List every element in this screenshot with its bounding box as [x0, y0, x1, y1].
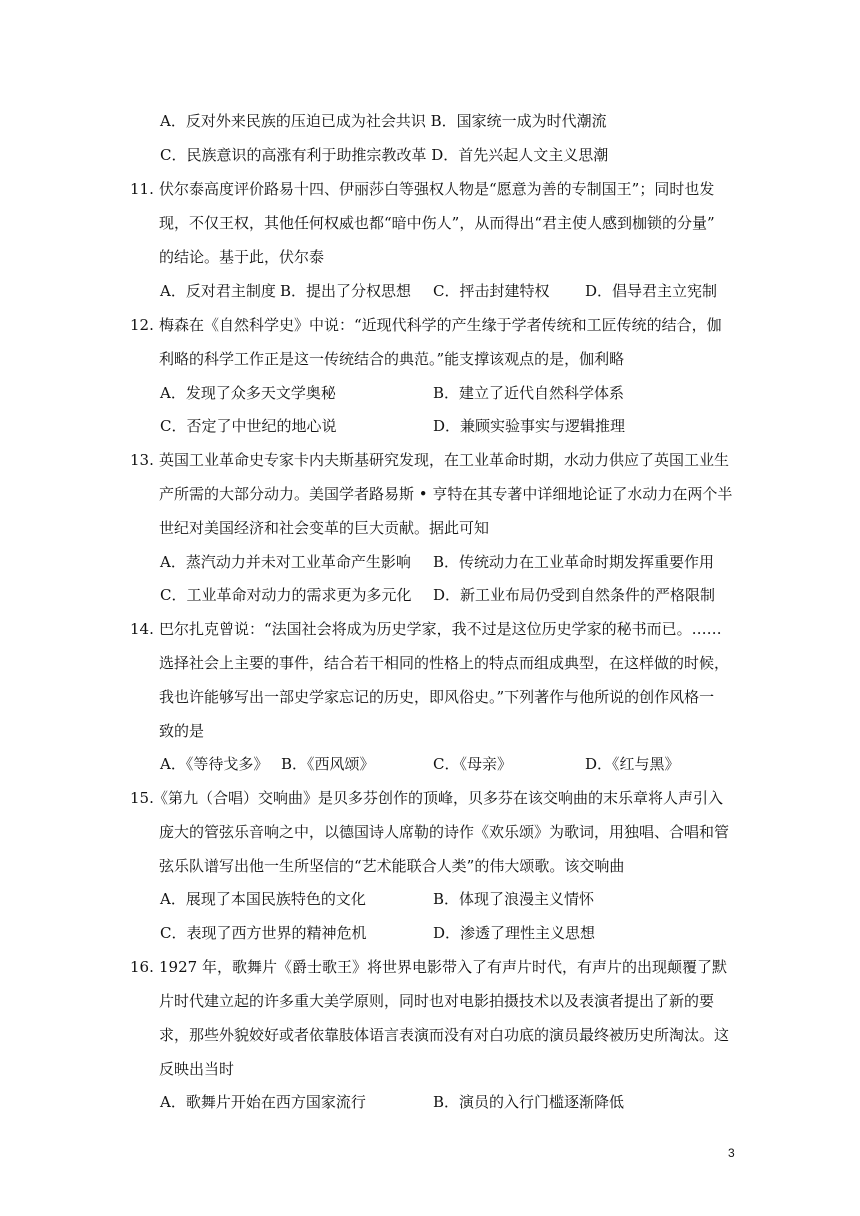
option-a: A．展现了本国民族特色的文化 [160, 890, 366, 908]
option-b: B．演员的入行门槛逐渐降低 [433, 1093, 625, 1111]
option-a: A．歌舞片开始在西方国家流行 [160, 1093, 366, 1111]
question-text-line: 英国工业革命史专家卡内夫斯基研究发现，在工业革命时期，水动力供应了英国工业生 [159, 451, 730, 469]
option-a: A．蒸汽动力并未对工业革命产生影响 [160, 553, 411, 571]
question-text-line: 弦乐队谱写出他一生所坚信的“艺术能联合人类”的伟大颂歌。该交响曲 [159, 857, 625, 875]
option-b: B．提出了分权思想 [280, 282, 412, 300]
option-b: B．体现了浪漫主义情怀 [433, 890, 595, 908]
question-text-line: 现，不仅王权，其他任何权威也都“暗中伤人”，从而得出“君主使人感到枷锁的分量” [159, 214, 715, 232]
question-text-line: 我也许能够写出一部史学家忘记的历史，即风俗史。”下列著作与他所说的创作风格一 [159, 688, 715, 706]
option-a: A．发现了众多天文学奥秘 [160, 384, 336, 402]
question-number: 13. [130, 451, 154, 469]
question-text-line: 《第九（合唱）交响曲》是贝多芬创作的顶峰，贝多芬在该交响曲的末乐章将人声引入 [153, 789, 724, 807]
option-c: C．《母亲》 [433, 755, 512, 773]
prev-option-row-1: A．反对外来民族的压迫已成为社会共识 B．国家统一成为时代潮流 [160, 112, 607, 130]
option-d: D．兼顾实验事实与逻辑推理 [433, 417, 626, 435]
option-d: D．渗透了理性主义思想 [433, 924, 596, 942]
question-text-line: 致的是 [159, 722, 205, 740]
option-c: C．抨击封建特权 [433, 282, 550, 300]
prev-option-row-2: C．民族意识的高涨有利于助推宗教改革 D．首先兴起人文主义思潮 [160, 146, 609, 164]
question-text-line: 1927 年，歌舞片《爵士歌王》将世界电影带入了有声片时代，有声片的出现颠覆了默 [159, 958, 727, 976]
question-text-line: 梅森在《自然科学史》中说：“近现代科学的产生缘于学者传统和工匠传统的结合，伽 [159, 316, 722, 334]
question-number: 12. [130, 316, 154, 334]
option-b: B．《西风颂》 [281, 755, 375, 773]
option-a: A．《等待戈多》 [160, 755, 269, 773]
question-text-line: 选择社会上主要的事件，结合若干相同的性格上的特点而组成典型，在这样做的时候， [159, 654, 730, 672]
option-a: A．反对君主制度 [160, 282, 276, 300]
question-text-line: 片时代建立起的许多重大美学原则，同时也对电影拍摄技术以及表演者提出了新的要 [159, 992, 715, 1010]
question-text-line: 庞大的管弦乐音响之中，以德国诗人席勒的诗作《欢乐颂》为歌词，用独唱、合唱和管 [159, 823, 730, 841]
question-text-line: 的结论。基于此，伏尔泰 [159, 248, 325, 266]
page-number: 3 [728, 1146, 735, 1160]
question-number: 16. [130, 958, 154, 976]
option-c: C．工业革命对动力的需求更为多元化 [160, 586, 412, 604]
option-c: C．表现了西方世界的精神危机 [160, 924, 367, 942]
option-b: B．传统动力在工业革命时期发挥重要作用 [433, 553, 715, 571]
question-text-line: 利略的科学工作正是这一传统结合的典范。”能支撑该观点的是，伽利略 [159, 350, 625, 368]
question-text-line: 巴尔扎克曾说：“法国社会将成为历史学家，我不过是这位历史学家的秘书而已。…… [159, 620, 722, 638]
question-text-line: 世纪对美国经济和社会变革的巨大贡献。据此可知 [159, 519, 490, 537]
question-number: 11. [130, 180, 154, 198]
option-d: D．新工业布局仍受到自然条件的严格限制 [433, 586, 716, 604]
option-c: C．否定了中世纪的地心说 [160, 417, 337, 435]
question-text-line: 产所需的大部分动力。美国学者路易斯 • 亨特在其专著中详细地论证了水动力在两个半 [159, 485, 733, 503]
question-text-line: 求，那些外貌姣好或者依靠肢体语言表演而没有对白功底的演员最终被历史所淘汰。这 [159, 1026, 730, 1044]
option-d: D．倡导君主立宪制 [585, 282, 718, 300]
question-text-line: 反映出当时 [159, 1060, 235, 1078]
question-number: 15. [130, 789, 154, 807]
option-b: B．建立了近代自然科学体系 [433, 384, 625, 402]
question-number: 14. [130, 620, 154, 638]
option-d: D．《红与黑》 [585, 755, 680, 773]
question-text-line: 伏尔泰高度评价路易十四、伊丽莎白等强权人物是“愿意为善的专制国王”；同时也发 [159, 180, 715, 198]
